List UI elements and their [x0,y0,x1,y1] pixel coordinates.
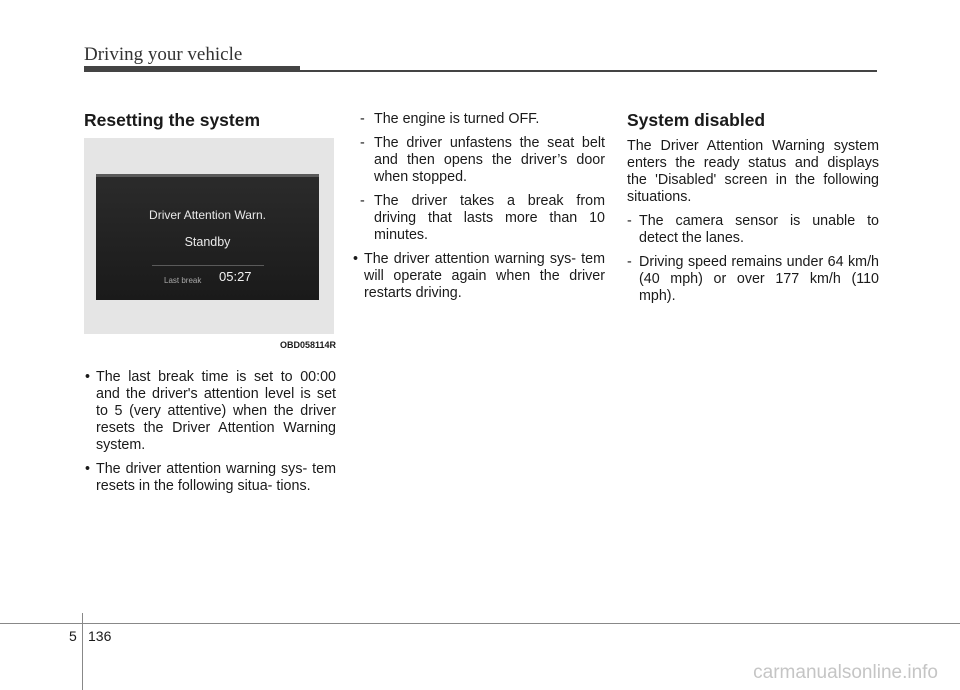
last-break-time: 05:27 [219,269,252,284]
header-rule-thick [84,66,300,72]
bullet-list [352,251,605,302]
bullet-item: • The last break time is set to 00:00 and the driver's attention level is set to 5 (very attentive) when the driver resets the Driver Attention Warning system. [84,369,336,454]
screen-divider [152,265,264,266]
section-title-disabled: System disabled [627,110,766,130]
intro-paragraph: The Driver Attention Warning system enters the ready status and displays the 'Disabled' screen in the following situations. [627,138,879,205]
bullet-item: • The driver attention warning sys- tem will operate again when the driver restarts driving. [352,251,605,302]
header-rule-thin [300,70,877,72]
footer-rule [0,623,960,624]
bullet-item: • The driver attention warning sys- tem resets in the following situa- tions. [84,461,336,495]
last-break-label: Last break [164,276,202,285]
dash-item: - The engine is turned OFF. [352,111,605,128]
column-right [627,110,879,312]
column-middle [352,111,605,309]
section-title-resetting: Resetting the system [84,110,261,130]
screen-status: Standby [184,235,231,249]
dash-item: - Driving speed remains under 64 km/h (40 mph) or over 177 km/h (110 mph). [627,254,879,305]
dash-item: - The camera sensor is unable to detect the lanes. [627,213,879,247]
dash-item: - The driver unfastens the seat belt and then opens the driver’s door when stopped. [352,135,605,186]
dash-item: - The driver takes a break from driving that lasts more than 10 minutes. [352,193,605,244]
figure-code: OBD058114R [279,340,336,350]
chapter-number: 5 [69,628,77,644]
cluster-screen [96,174,319,300]
page-number: 136 [88,628,112,644]
dash-list [352,111,605,244]
watermark: carmanualsonline.info [753,662,938,683]
footer-divider [82,613,83,690]
bullet-list [84,369,336,495]
dash-list [627,213,879,305]
figure-dashboard-display [84,138,334,334]
screen-title: Driver Attention Warn. [149,208,266,222]
header-title: Driving your vehicle [84,44,243,65]
column-left [84,110,336,502]
